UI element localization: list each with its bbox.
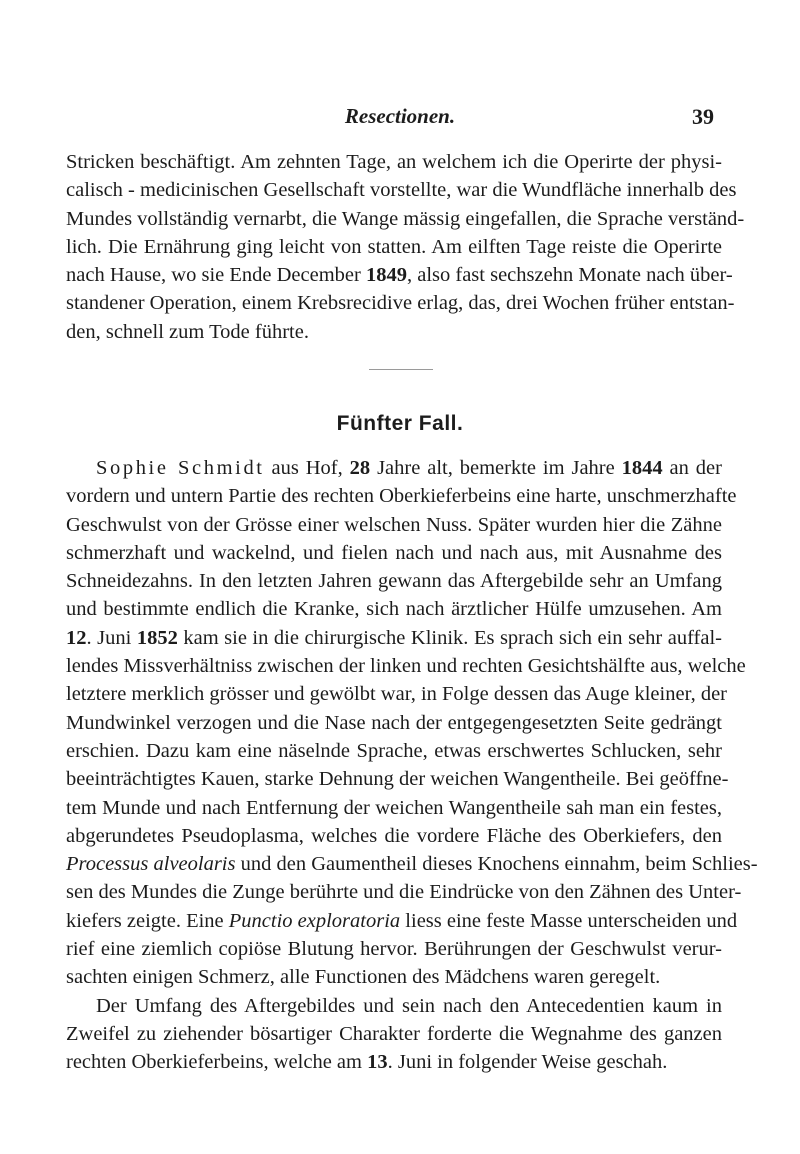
section-heading: Fünfter Fall. [336, 412, 464, 435]
text-line: schmerzhaft und wackelnd, und fielen nach und nach aus, mit Ausnahme des [66, 541, 722, 564]
text-run: rechten Oberkieferbeins, welche am [66, 1051, 368, 1074]
text-run: , also fast sechszehn Monate nach über- [406, 264, 733, 287]
year-number: 1852 [136, 626, 178, 649]
paragraph-case-report [66, 454, 758, 1077]
year-number: 1849 [365, 264, 407, 287]
text-line: sen des Mundes die Zunge berührte und die Eindrücke von den Zähnen des Unter- [66, 881, 742, 904]
running-title: Resectionen. [344, 104, 456, 128]
year-number: 1844 [621, 457, 663, 479]
age-number: 28 [349, 457, 371, 479]
page-number: 39 [692, 104, 714, 129]
section-divider [369, 369, 433, 370]
text-line: lich. Die Ernährung ging leicht von statten. Am eilften Tage reiste die Operirte [66, 235, 722, 258]
latin-term: Processus alveolaris [66, 853, 236, 876]
text-line: erschien. Dazu kam eine näselnde Sprache, etwas erschwertes Schlucken, sehr [66, 739, 722, 762]
text-line: calisch - medicinischen Gesellschaft vorstellte, war die Wundfläche innerhalb des [66, 179, 737, 202]
text-run: liess eine feste Masse unterscheiden und [400, 909, 738, 932]
text-run: an der [662, 457, 722, 479]
text-line: Mundwinkel verzogen und die Nase nach der entgegengesetzten Seite gedrängt [66, 711, 722, 734]
text-line [66, 850, 758, 878]
text-line: abgerundetes Pseudoplasma, welches die vordere Fläche des Oberkiefers, den [66, 824, 722, 847]
text-line: standener Operation, einem Krebsrecidive erlag, das, drei Wochen früher entstan- [66, 292, 735, 315]
text-line [66, 454, 722, 482]
text-run: Jahre alt, bemerkte im Jahre [370, 457, 622, 479]
text-line: sachten einigen Schmerz, alle Functionen des Mädchens waren geregelt. [66, 966, 661, 989]
text-run: aus Hof, [264, 457, 350, 479]
text-line: Stricken beschäftigt. Am zehnten Tage, an welchem ich die Operirte der physi- [66, 151, 722, 173]
text-run: und den Gaumentheil dieses Knochens einnahm, beim Schlies- [235, 853, 758, 876]
text-run: kiefers zeigte. Eine [66, 909, 229, 932]
text-line [66, 907, 738, 935]
text-line: letztere merklich grösser und gewölbt war, in Folge dessen das Auge kleiner, der [66, 683, 727, 706]
text-line: lendes Missverhältniss zwischen der linken und rechten Gesichtshälfte aus, welche [66, 655, 746, 678]
text-run: nach Hause, wo sie Ende December [66, 264, 366, 287]
text-line: Mundes vollständig vernarbt, die Wange mässig eingefallen, die Sprache verständ- [66, 207, 745, 230]
text-line: tem Munde und nach Entfernung der weichen Wangentheile sah man ein festes, [66, 796, 722, 819]
text-line [66, 624, 722, 652]
text-run: kam sie in die chirurgische Klinik. Es sprach sich ein sehr auffal- [177, 626, 722, 649]
patient-name: Sophie Schmidt [96, 457, 265, 479]
day-number: 13 [367, 1051, 388, 1074]
text-line: Zweifel zu ziehender bösartiger Charakter forderte die Wegnahme des ganzen [66, 1022, 722, 1045]
paragraph-case-conclusion [66, 148, 745, 346]
text-line: Schneidezahns. In den letzten Jahren gewann das Aftergebilde sehr an Umfang [66, 570, 722, 593]
text-line: beeinträchtigtes Kauen, starke Dehnung der weichen Wangentheile. Bei geöffne- [66, 768, 729, 791]
text-line: rief eine ziemlich copiöse Blutung hervor. Berührungen der Geschwulst verur- [66, 938, 722, 961]
text-run: . Juni [86, 626, 137, 649]
text-line: vordern und untern Partie des rechten Oberkieferbeins eine harte, unschmerzhafte [66, 485, 737, 508]
day-number: 12 [66, 626, 87, 649]
latin-term: Punctio exploratoria [228, 909, 401, 932]
text-line: Geschwulst von der Grösse einer welschen Nuss. Später wurden hier die Zähne [66, 513, 722, 536]
text-line [66, 261, 733, 289]
text-run: . Juni in folgender Weise geschah. [387, 1051, 668, 1074]
text-line: den, schnell zum Tode führte. [66, 320, 309, 343]
text-line: und bestimmte endlich die Kranke, sich nach ärztlicher Hülfe umzusehen. Am [66, 598, 722, 621]
text-line [66, 1048, 722, 1076]
text-line: Der Umfang des Aftergebildes und sein nach den Antecedentien kaum in [96, 994, 722, 1017]
running-head [0, 104, 800, 134]
